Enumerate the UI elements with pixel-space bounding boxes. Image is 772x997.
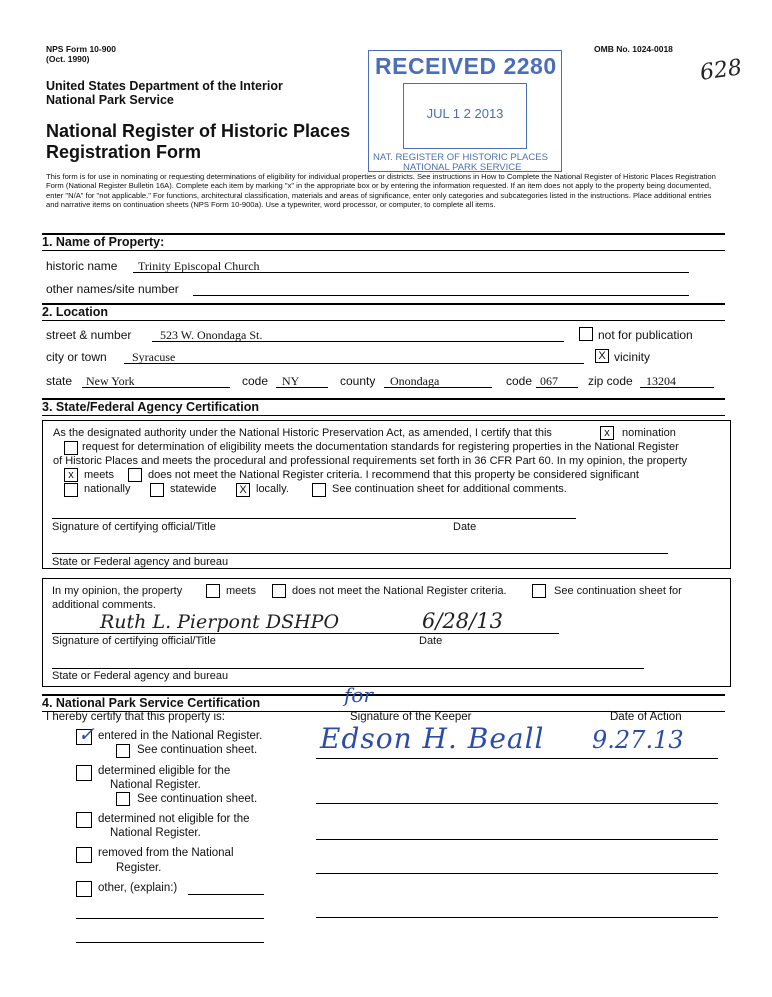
continuation-checkbox[interactable]	[312, 483, 326, 497]
street-value[interactable]: 523 W. Onondaga St.	[160, 328, 263, 342]
omb-number: OMB No. 1024-0018	[594, 44, 673, 54]
other-checkbox[interactable]	[76, 881, 92, 897]
eligible-continuation-label: See continuation sheet.	[137, 793, 258, 805]
historic-name-label: historic name	[46, 259, 118, 273]
eligible-label-2: National Register.	[110, 779, 201, 791]
city-line	[124, 363, 584, 364]
city-label: city or town	[46, 350, 107, 364]
dshpo-date: 6/28/13	[422, 609, 503, 633]
other-explain-line-3[interactable]	[76, 942, 264, 943]
street-label: street & number	[46, 328, 132, 342]
handwritten-number: 628	[698, 55, 744, 86]
opinion-additional-label: additional comments.	[52, 599, 156, 611]
opinion-not-meet-label: does not meet the National Register criteria.	[292, 585, 507, 597]
opinion-agency-label: State or Federal agency and bureau	[52, 670, 229, 682]
meets-checkbox[interactable]: x	[64, 468, 78, 482]
does-not-meet-label: does not meet the National Register criteria. I recommend that this property be considered significant	[148, 469, 639, 481]
county-code-label: code	[506, 374, 533, 388]
does-not-meet-checkbox[interactable]	[128, 468, 142, 482]
continuation-label: See continuation sheet for additional comments.	[332, 483, 567, 495]
opinion-date-label: Date	[419, 635, 443, 647]
other-names-line	[193, 295, 689, 296]
removed-checkbox[interactable]	[76, 847, 92, 863]
zip-label: zip code	[588, 374, 633, 388]
keeper-line-5	[316, 917, 718, 918]
opinion-continuation-label: See continuation sheet for	[554, 585, 682, 597]
date-of-action-label: Date of Action	[610, 711, 682, 723]
other-names-label: other names/site number	[46, 282, 179, 296]
cert-paragraph-1: As the designated authority under the National Historic Preservation Act, as amended, I certify that this	[53, 427, 552, 439]
opinion-not-meet-checkbox[interactable]	[272, 584, 286, 598]
historic-name-value[interactable]: Trinity Episcopal Church	[138, 259, 260, 273]
state-value[interactable]: New York	[86, 374, 135, 388]
vicinity-checkbox[interactable]: X	[595, 349, 609, 363]
locally-checkbox[interactable]: X	[236, 483, 250, 497]
form-number: NPS Form 10-900	[46, 44, 116, 54]
nomination-label: nomination	[622, 427, 676, 439]
nationally-label: nationally	[84, 483, 131, 495]
eligible-label-1: determined eligible for the	[98, 765, 231, 777]
county-value[interactable]: Onondaga	[390, 374, 440, 388]
section-2-heading: 2. Location	[42, 303, 725, 321]
stamp-received: RECEIVED 2280	[375, 53, 557, 79]
service-name: National Park Service	[46, 93, 174, 107]
not-eligible-checkbox[interactable]	[76, 812, 92, 828]
dshpo-signature: Ruth L. Pierpont DSHPO	[100, 611, 340, 633]
locally-label: locally.	[256, 483, 289, 495]
keeper-line-1	[316, 758, 718, 759]
cert-date-label: Date	[453, 521, 477, 533]
cert-agency-line	[52, 553, 668, 554]
nationally-checkbox[interactable]	[64, 483, 78, 497]
not-for-publication-checkbox[interactable]	[579, 327, 593, 341]
state-code-label: code	[242, 374, 269, 388]
received-stamp	[368, 50, 562, 172]
opinion-meets-label: meets	[226, 585, 256, 597]
stamp-date-box	[403, 83, 527, 149]
opinion-label: In my opinion, the property	[52, 585, 183, 597]
entered-label: entered in the National Register.	[98, 730, 263, 742]
not-eligible-label-2: National Register.	[110, 827, 201, 839]
form-title: National Register of Historic Places	[46, 121, 351, 141]
opinion-signature-line	[52, 633, 559, 634]
keeper-signature-label: Signature of the Keeper	[350, 711, 472, 723]
other-explain-line-2[interactable]	[76, 918, 264, 919]
keeper-line-4	[316, 873, 718, 874]
stamp-line1: NAT. REGISTER OF HISTORIC PLACES	[373, 152, 548, 163]
zip-value[interactable]: 13204	[646, 374, 676, 388]
department-name: United States Department of the Interior	[46, 79, 283, 93]
vicinity-label: vicinity	[614, 350, 651, 364]
section-4-heading: 4. National Park Service Certification	[42, 694, 725, 712]
eligible-continuation-checkbox[interactable]	[116, 792, 130, 806]
cert-paragraph-2: request for determination of eligibility meets the documentation standards for registering properties in the National Register	[82, 441, 679, 453]
city-value[interactable]: Syracuse	[132, 350, 176, 364]
opinion-agency-line	[52, 668, 644, 669]
meets-label: meets	[84, 469, 114, 481]
stamp-line2: NATIONAL PARK SERVICE	[403, 162, 522, 173]
county-code-value[interactable]: 067	[540, 374, 558, 388]
form-date: (Oct. 1990)	[46, 54, 90, 64]
stamp-date: JUL 1 2 2013	[426, 106, 504, 121]
cert-signature-label: Signature of certifying official/Title	[52, 521, 216, 533]
entered-continuation-checkbox[interactable]	[116, 744, 130, 758]
cert-signature-line	[52, 518, 576, 519]
opinion-signature-label: Signature of certifying official/Title	[52, 635, 216, 647]
keeper-line-2	[316, 803, 718, 804]
cert-agency-label: State or Federal agency and bureau	[52, 556, 229, 568]
section-1-heading: 1. Name of Property:	[42, 233, 725, 251]
opinion-continuation-checkbox[interactable]	[532, 584, 546, 598]
state-label: state	[46, 374, 73, 388]
hereby-certify-label: I hereby certify that this property is:	[46, 711, 225, 723]
other-explain-line-1[interactable]	[188, 894, 264, 895]
other-label: other, (explain:)	[98, 882, 178, 894]
request-checkbox[interactable]	[64, 441, 78, 455]
opinion-meets-checkbox[interactable]	[206, 584, 220, 598]
removed-label-2: Register.	[116, 862, 162, 874]
state-code-value[interactable]: NY	[282, 374, 300, 388]
keeper-for-note: for	[344, 683, 374, 707]
entered-check-mark: ✓	[78, 722, 95, 746]
statewide-label: statewide	[170, 483, 217, 495]
section-3-heading: 3. State/Federal Agency Certification	[42, 398, 725, 416]
nomination-checkbox[interactable]: x	[600, 426, 614, 440]
entered-continuation-label: See continuation sheet.	[137, 744, 258, 756]
statewide-checkbox[interactable]	[150, 483, 164, 497]
not-for-publication-label: not for publication	[598, 328, 693, 342]
not-eligible-label-1: determined not eligible for the	[98, 813, 250, 825]
instructions-text: This form is for use in nominating or requesting determinations of eligibility for individual properties or districts. See instructions in How to Complete the National Register of Historic Places Registration Form (National Register Bulletin 16A). Complete each item by marking "x" in the appropriate box or by entering the information requested. If an item does not apply to the property being documented, enter "N/A" for "not applicable." For functions, architectural classification, materials and areas of significance, enter only categories and subcategories listed in the instructions. Place additional entries and narrative items on continuation sheets (NPS Form 10-900a). Use a typewriter, word processor, or computer, to complete all items.	[46, 172, 716, 210]
removed-label-1: removed from the National	[98, 847, 234, 859]
cert-paragraph-3: of Historic Places and meets the procedural and professional requirements set forth in 36 CFR Part 60. In my opinion, the property	[53, 455, 688, 467]
county-label: county	[340, 374, 376, 388]
keeper-signature: Edson H. Beall	[320, 722, 545, 755]
form-subtitle: Registration Form	[46, 142, 202, 162]
eligible-checkbox[interactable]	[76, 765, 92, 781]
action-date: 9.27.13	[592, 726, 684, 754]
keeper-line-3	[316, 839, 718, 840]
